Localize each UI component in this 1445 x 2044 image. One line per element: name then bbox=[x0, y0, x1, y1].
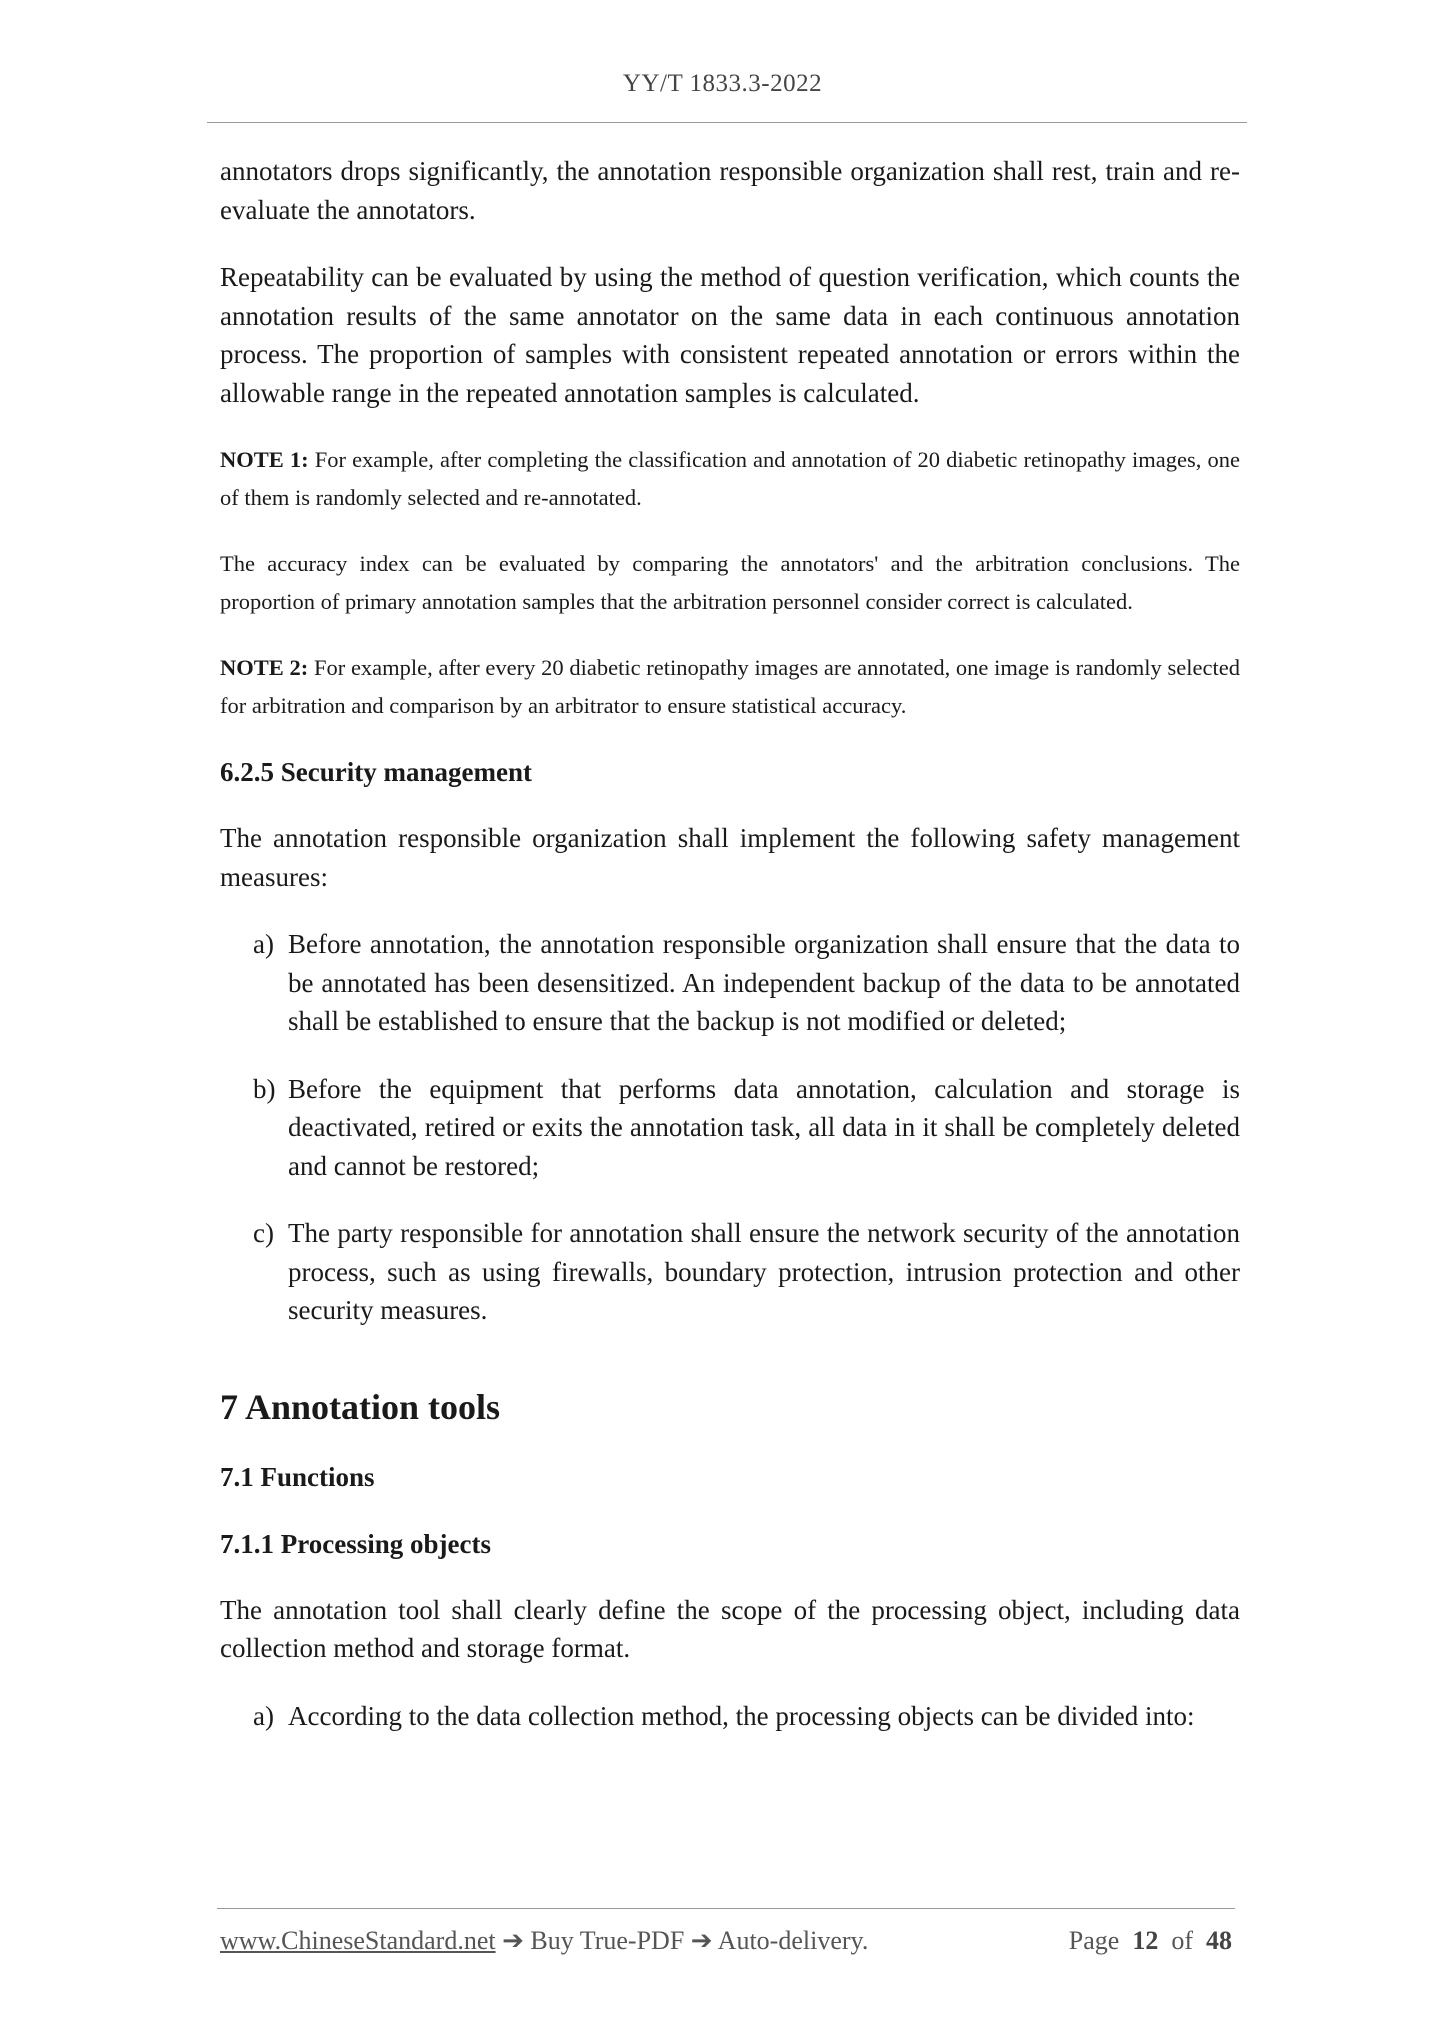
note-2-text: For example, after every 20 diabetic retinopathy images are annotated, one image is randomly selected for arbitration and comparison by an arbitrator to ensure statistical accuracy. bbox=[220, 655, 1240, 718]
list-item bbox=[220, 925, 1240, 1041]
standard-number: YY/T 1833.3-2022 bbox=[622, 70, 823, 97]
page-content bbox=[220, 152, 1240, 1735]
note-2 bbox=[220, 649, 1240, 725]
list-item bbox=[220, 1070, 1240, 1186]
note-1-label: NOTE 1: bbox=[220, 447, 309, 472]
list-item-text: The party responsible for annotation shall ensure the network security of the annotation process, such as using firewalls, boundary protection, intrusion protection and other security measures. bbox=[288, 1218, 1240, 1325]
arrow-right-icon: ➔ bbox=[502, 1926, 524, 1955]
paragraph-processing: The annotation tool shall clearly define the scope of the processing object, including data collection method and storage format. bbox=[220, 1594, 1240, 1663]
page-current: 12 bbox=[1132, 1926, 1159, 1955]
page-indicator bbox=[1069, 1926, 1232, 1956]
list-marker: a) bbox=[253, 1700, 274, 1731]
document-header bbox=[0, 70, 1445, 98]
list-item-text: Before the equipment that performs data annotation, calculation and storage is deactivated, retired or exits the annotation task, all data in it shall be completely deleted and cannot be restored; bbox=[288, 1073, 1240, 1181]
page-label: Page bbox=[1068, 1926, 1120, 1955]
list-marker: b) bbox=[253, 1073, 276, 1104]
paragraph-accuracy: The accuracy index can be evaluated by comparing the annotators' and the arbitration conclusions. The proportion of primary annotation samples that the arbitration personnel consider correct is calculated. bbox=[220, 551, 1240, 614]
heading-7: 7 Annotation tools bbox=[220, 1386, 501, 1427]
note-1 bbox=[220, 441, 1240, 517]
buy-true-pdf-text: Buy True-PDF bbox=[530, 1926, 685, 1955]
list-marker: a) bbox=[253, 929, 274, 959]
paragraph-security-intro: The annotation responsible organization shall implement the following safety management measures: bbox=[220, 823, 1240, 892]
heading-7-1-1: 7.1.1 Processing objects bbox=[220, 1528, 491, 1559]
footer-promo bbox=[220, 1926, 868, 1956]
security-list bbox=[220, 925, 1240, 1330]
auto-delivery-text: Auto-delivery. bbox=[717, 1926, 869, 1955]
paragraph-repeatability: Repeatability can be evaluated by using the method of question verification, which counts the annotation results of the same annotator on the same data in each continuous annotation process. The proportion of samples with consistent repeated annotation or errors within the allowable range in the repeated annotation samples is calculated. bbox=[220, 262, 1240, 408]
heading-6-2-5: 6.2.5 Security management bbox=[220, 757, 532, 787]
list-marker: c) bbox=[253, 1218, 274, 1248]
note-1-text: For example, after completing the classification and annotation of 20 diabetic retinopathy images, one of them is randomly selected and re-annotated. bbox=[220, 447, 1240, 510]
list-item-text: Before annotation, the annotation responsible organization shall ensure that the data to be annotated has been desensitized. An independent backup of the data to be annotated shall be established to ensure that the backup is not modified or deleted; bbox=[288, 929, 1240, 1036]
page-total: 48 bbox=[1206, 1926, 1232, 1955]
header-divider bbox=[207, 122, 1247, 123]
note-2-label: NOTE 2: bbox=[220, 655, 309, 680]
arrow-right-icon: ➔ bbox=[690, 1926, 713, 1955]
paragraph-continuation: annotators drops significantly, the annotation responsible organization shall rest, train and re-evaluate the annotators. bbox=[220, 156, 1240, 225]
processing-list bbox=[220, 1697, 1240, 1736]
page-of-label: of bbox=[1171, 1926, 1193, 1955]
footer-divider bbox=[217, 1908, 1235, 1909]
list-item bbox=[220, 1214, 1240, 1330]
heading-7-1: 7.1 Functions bbox=[220, 1461, 375, 1492]
website-link[interactable]: www.ChineseStandard.net bbox=[220, 1926, 496, 1955]
list-item bbox=[220, 1697, 1240, 1736]
list-item-text: According to the data collection method, the processing objects can be divided into: bbox=[288, 1700, 1195, 1731]
